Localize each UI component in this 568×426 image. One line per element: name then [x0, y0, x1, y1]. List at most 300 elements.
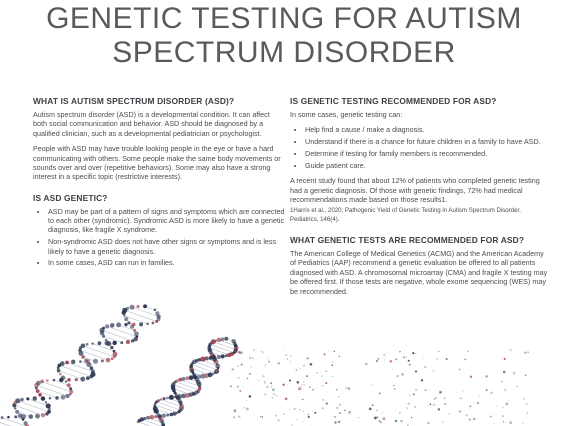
dna-particle [322, 399, 324, 401]
dna-particle [249, 395, 252, 398]
dna-particle [289, 380, 291, 382]
dna-particle [522, 423, 523, 424]
dna-rung [42, 382, 71, 392]
dna-particle [278, 362, 281, 365]
dna-node [41, 397, 44, 400]
dna-node [176, 379, 179, 382]
dna-node [107, 341, 112, 346]
dna-node [134, 331, 139, 336]
dna-node [75, 378, 78, 381]
dna-node [67, 383, 71, 387]
dna-node [90, 375, 94, 379]
dna-node [41, 396, 45, 400]
dna-particle [438, 408, 441, 411]
dna-particle [509, 421, 512, 424]
dna-particle [345, 387, 347, 389]
dna-node [152, 322, 155, 325]
dna-node [208, 372, 213, 377]
dna-rung [17, 412, 31, 417]
dna-particle [311, 424, 312, 425]
dna-node [86, 359, 90, 363]
dna-particle [273, 393, 275, 395]
dna-node [174, 396, 177, 399]
dna-particle [464, 359, 466, 361]
dna-particle [460, 398, 461, 399]
dna-particle [238, 416, 240, 418]
dna-node [67, 378, 70, 381]
dna-node [80, 377, 85, 382]
dna-particle [394, 388, 396, 390]
dna-particle [303, 411, 304, 412]
dna-node [59, 373, 62, 376]
dna-rung [132, 307, 159, 316]
dna-node [171, 384, 176, 389]
dna-node [158, 416, 163, 421]
dna-particle [473, 418, 475, 420]
dna-particle [249, 373, 251, 375]
dna-particle [237, 385, 239, 387]
dna-particle [406, 407, 408, 409]
dna-particle [409, 395, 410, 396]
dna-node [35, 386, 38, 389]
dna-rung [213, 357, 215, 358]
dna-particle [283, 414, 284, 415]
dna-node [1, 416, 4, 419]
dna-particle [469, 418, 471, 420]
dna-node [65, 394, 69, 398]
dna-node [26, 397, 29, 400]
dna-node [69, 387, 72, 390]
dna-node [81, 355, 84, 358]
dna-node [221, 354, 225, 358]
dna-node [209, 350, 213, 354]
dna-node [198, 388, 201, 391]
dna-particle [485, 375, 488, 378]
dna-node [157, 414, 161, 418]
dna-rung [173, 385, 196, 393]
dna-rung [176, 382, 200, 390]
dna-node [217, 355, 221, 359]
dna-node [178, 410, 181, 413]
dna-node [36, 389, 40, 393]
dna-rung [210, 344, 234, 352]
dna-particle [272, 397, 273, 398]
dna-node [113, 355, 116, 358]
dna-node [69, 390, 73, 394]
dna-particle [414, 406, 416, 408]
dna-particle [309, 386, 310, 387]
dna-particle [325, 370, 327, 372]
dna-rung [14, 405, 43, 415]
dna-rung [59, 365, 91, 376]
dna-particle [408, 360, 410, 362]
dna-particle [415, 389, 417, 391]
dna-node [198, 387, 201, 390]
section-recommended-tests [290, 235, 548, 296]
dna-particle [502, 407, 503, 408]
dna-particle [395, 420, 397, 422]
dna-node [217, 367, 219, 369]
paragraph: In some cases, genetic testing can: [290, 110, 403, 119]
dna-rung [119, 325, 135, 331]
dna-node [156, 317, 160, 321]
dna-particle [446, 358, 448, 360]
dna-particle [240, 363, 242, 365]
dna-node [93, 359, 98, 364]
dna-particle [428, 405, 429, 406]
dna-particle [314, 412, 316, 414]
dna-node [189, 364, 193, 368]
dna-node [166, 414, 169, 417]
dna-particle [258, 380, 259, 381]
dna-particle [435, 397, 437, 399]
dna-particle [303, 384, 305, 386]
dna-particle [386, 353, 387, 354]
list-item: • Understand if there is a chance for future children in a family to have ASD. [305, 137, 548, 146]
dna-node [155, 320, 158, 323]
dna-rung [187, 378, 198, 382]
dna-particle [523, 398, 525, 400]
dna-node [227, 353, 231, 357]
dna-particle [493, 423, 494, 424]
dna-particle [448, 413, 449, 414]
dna-node [123, 315, 125, 317]
dna-particle [332, 376, 333, 377]
dna-node [196, 390, 200, 394]
dna-node [210, 342, 213, 345]
dna-rung [192, 365, 215, 373]
dna-particle [378, 358, 380, 360]
dna-node [146, 323, 148, 325]
section-is-asd-genetic [33, 193, 285, 268]
dna-node [153, 405, 156, 408]
dna-rung [193, 373, 203, 377]
dna-node [21, 414, 26, 419]
dna-node [85, 343, 88, 346]
dna-particle [310, 363, 313, 366]
dna-node [15, 398, 20, 403]
dna-node [215, 364, 220, 369]
dna-particle [527, 412, 529, 414]
dna-particle [312, 389, 314, 391]
dna-node [177, 398, 181, 402]
dna-node [188, 392, 193, 397]
dna-node [163, 397, 166, 400]
dna-node [214, 372, 216, 374]
dna-node [155, 400, 158, 403]
dna-node [160, 398, 162, 400]
dna-particle [251, 366, 252, 367]
dna-particle [275, 415, 277, 417]
dna-node [189, 366, 194, 371]
dna-node [175, 394, 178, 397]
dna-rung [191, 368, 210, 375]
dna-rung [219, 340, 236, 346]
dna-particle [376, 360, 378, 362]
dna-particle [424, 389, 426, 391]
dna-node [45, 401, 47, 403]
dna-node [225, 354, 228, 357]
dna-particle [413, 394, 415, 396]
dna-particle [299, 409, 301, 411]
dna-particle [379, 393, 381, 395]
dna-node [231, 339, 236, 344]
dna-particle [442, 421, 444, 423]
dna-node [40, 380, 44, 384]
dna-rung [2, 418, 27, 426]
dna-particle [317, 372, 319, 374]
dna-particle [334, 351, 335, 352]
dna-particle [378, 420, 380, 422]
dna-particle [295, 369, 297, 371]
dna-node [60, 361, 65, 366]
dna-particle [444, 403, 446, 405]
dna-particle [338, 421, 340, 423]
dna-node [158, 414, 162, 418]
dna-node [98, 341, 102, 345]
dna-particle [302, 421, 303, 422]
dna-particle [289, 409, 290, 410]
dna-node [180, 403, 183, 406]
dna-particle [262, 416, 264, 418]
dna-node [217, 338, 222, 343]
dna-particle [338, 396, 339, 397]
dna-particle [508, 400, 509, 401]
dna-node [170, 413, 174, 417]
dna-particle [384, 359, 385, 360]
dna-rung [80, 350, 108, 360]
dna-node [81, 344, 85, 348]
dna-particle [239, 390, 241, 392]
dna-particle [323, 353, 325, 355]
dna-node [110, 346, 113, 349]
dna-node [155, 311, 159, 315]
dna-particle [491, 391, 493, 393]
dna-node [210, 352, 215, 357]
dna-node [208, 343, 212, 347]
dna-particle [321, 375, 322, 376]
dna-particle [270, 382, 272, 384]
dna-particle [372, 404, 373, 405]
dna-particle [439, 392, 441, 394]
dna-particle [444, 397, 446, 399]
dna-particle [422, 358, 423, 359]
list-item: • In some cases, ASD can run in families. [48, 258, 285, 267]
dna-rung [145, 306, 155, 309]
dna-node [124, 317, 128, 321]
dna-node [196, 380, 201, 385]
dna-node [100, 331, 105, 336]
dna-helix-illustration [0, 300, 568, 426]
dna-node [133, 337, 137, 341]
dna-particle [411, 394, 412, 395]
dna-node [18, 413, 22, 417]
dna-node [36, 381, 41, 386]
dna-rung [180, 380, 199, 387]
dna-node [57, 366, 60, 369]
dna-node [207, 346, 211, 350]
dna-particle [427, 422, 429, 424]
dna-node [86, 362, 91, 367]
section-heading: IS GENETIC TESTING RECOMMENDED FOR ASD? [290, 96, 497, 106]
dna-node [233, 351, 236, 354]
dna-particle [252, 358, 253, 359]
dna-node [35, 414, 40, 419]
dna-node [213, 356, 216, 359]
dna-rung [104, 336, 122, 342]
dna-node [90, 366, 94, 370]
dna-node [91, 370, 95, 374]
dna-node [162, 413, 166, 417]
dna-node [173, 382, 176, 385]
dna-node [192, 373, 196, 377]
bullet-list [33, 207, 285, 268]
dna-node [143, 417, 146, 420]
dna-node [185, 376, 189, 380]
page-title [0, 2, 568, 70]
dna-node [22, 418, 25, 421]
dna-particle [464, 388, 465, 389]
dna-node [53, 379, 56, 382]
dna-particle [306, 375, 308, 377]
dna-rung [207, 358, 216, 361]
dna-particle [246, 408, 249, 411]
dna-particle [232, 368, 234, 370]
dna-rung [211, 352, 223, 356]
dna-particle [240, 351, 243, 354]
dna-particle [338, 378, 339, 379]
dna-node [34, 383, 39, 388]
dna-particle [338, 356, 340, 358]
dna-particle [490, 416, 492, 418]
dna-node [154, 409, 159, 414]
dna-particle [372, 384, 373, 385]
dna-rung [83, 357, 95, 361]
dna-node [45, 412, 49, 416]
dna-node [214, 369, 219, 374]
dna-particle [501, 381, 503, 383]
dna-particle [262, 375, 264, 377]
dna-node [181, 394, 186, 399]
dna-particle [290, 361, 291, 362]
list-item: • Help find a cause / make a diagnosis. [305, 125, 548, 134]
dna-node [172, 389, 175, 392]
dna-node [194, 376, 197, 379]
dna-particle [233, 416, 235, 418]
dna-particle [288, 381, 289, 382]
dna-rung [28, 399, 48, 406]
dna-particle [476, 418, 477, 419]
dna-node [224, 337, 228, 341]
dna-particle [265, 364, 266, 365]
dna-node [216, 363, 219, 366]
dna-particle [291, 423, 294, 426]
dna-node [161, 421, 165, 425]
dna-rung [173, 389, 190, 395]
dna-node [233, 342, 236, 345]
dna-node [84, 359, 88, 363]
dna-rung [54, 380, 69, 385]
dna-particle [303, 381, 304, 382]
dna-node [65, 380, 67, 382]
dna-particle [334, 421, 336, 423]
dna-particle [287, 358, 289, 360]
dna-node [146, 416, 150, 420]
dna-node [159, 418, 164, 423]
dna-node [105, 324, 109, 328]
dna-particle [477, 409, 478, 410]
dna-particle [277, 419, 280, 422]
dna-node [24, 421, 28, 425]
dna-node [99, 328, 104, 333]
dna-node [179, 408, 183, 412]
dna-node [126, 307, 129, 310]
dna-node [171, 382, 176, 387]
dna-rung [16, 417, 23, 420]
dna-particle [294, 408, 296, 410]
dna-node [212, 373, 215, 376]
dna-rung [175, 393, 183, 396]
dna-particle [382, 413, 383, 414]
dna-node [7, 416, 10, 419]
dna-rung [161, 399, 182, 406]
dna-node [169, 395, 174, 400]
dna-particle [307, 413, 309, 415]
dna-particle [403, 356, 405, 358]
dna-particle [496, 405, 498, 407]
dna-node [201, 374, 206, 379]
dna-particle [504, 358, 506, 360]
dna-particle [406, 357, 407, 358]
dna-rung [156, 417, 160, 419]
dna-particle [261, 351, 262, 352]
dna-particle [399, 351, 401, 353]
dna-particle [399, 412, 401, 414]
dna-node [157, 315, 161, 319]
dna-node [143, 304, 147, 308]
section-heading: IS ASD GENETIC? [33, 192, 108, 203]
dna-node [48, 408, 51, 411]
dna-node [46, 379, 49, 382]
dna-particle [421, 379, 423, 381]
dna-particle [260, 416, 261, 417]
dna-particle [264, 383, 265, 384]
dna-rung [63, 378, 69, 380]
dna-node [192, 371, 195, 374]
dna-node [55, 396, 59, 400]
paragraph: Autism spectrum disorder (ASD) is a developmental condition. It can affect both social communication and behavior. ASD should be diagnosed by a qualified clinician, such as a developmental pediatrician or psychologist. [33, 110, 270, 138]
dna-rung [142, 419, 163, 426]
dna-rung [209, 348, 229, 355]
dna-node [191, 362, 194, 365]
dna-node [126, 340, 130, 344]
dna-node [111, 357, 114, 360]
dna-particle [409, 421, 410, 422]
dna-particle [526, 403, 528, 405]
dna-node [20, 398, 24, 402]
dna-particle [297, 381, 300, 384]
dna-particle [459, 410, 461, 412]
dna-node [112, 341, 116, 345]
dna-particle [371, 359, 372, 360]
dna-node [61, 395, 66, 400]
dna-node [192, 392, 196, 396]
citation: 1Harris et al., 2020; Pathogenic Yield of Genetic Testing in Autism Spectrum Disorder. Pediatrics, 146(4). [290, 207, 521, 223]
dna-particle [331, 364, 333, 366]
dna-node [101, 359, 104, 362]
dna-node [189, 375, 194, 380]
dna-node [178, 400, 182, 404]
